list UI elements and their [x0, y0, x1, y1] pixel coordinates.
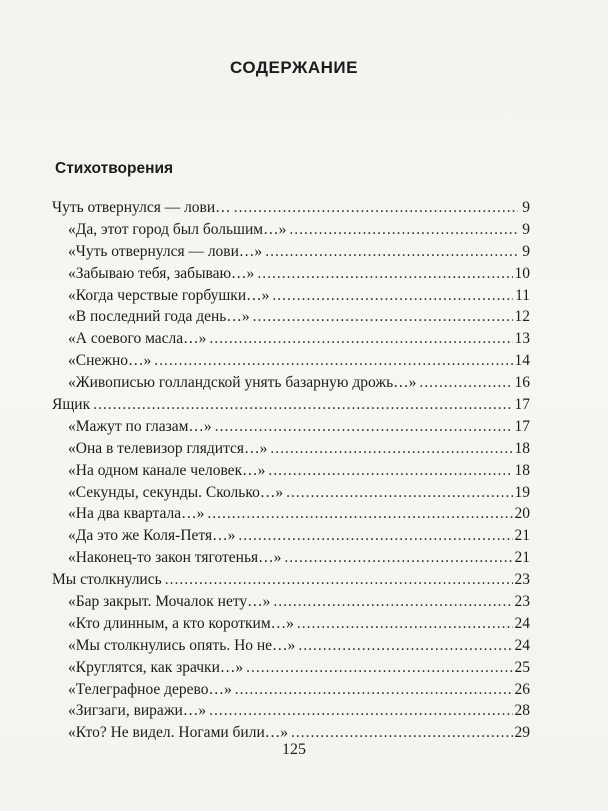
- toc-entry: [52, 637, 530, 659]
- toc-entry-title: Чуть отвернулся — лови…: [52, 199, 231, 216]
- toc-entry-page: 12: [514, 308, 530, 326]
- toc-entry-page: 17: [514, 396, 530, 414]
- dot-leader: [273, 593, 512, 611]
- toc-group-entry: [52, 571, 530, 593]
- dot-leader: [209, 702, 512, 720]
- dot-leader: [291, 724, 512, 742]
- toc-entry: [52, 593, 530, 615]
- toc-entry-page: 24: [514, 614, 530, 632]
- dot-leader: [165, 571, 513, 589]
- toc-entry-title: «Зигзаги, виражи…»: [68, 702, 207, 720]
- dot-leader: [272, 287, 513, 305]
- dot-leader: [284, 549, 512, 567]
- toc-entry: [52, 659, 530, 681]
- toc-entry: [52, 265, 530, 287]
- dot-leader: [246, 659, 512, 677]
- toc-group-entry: [52, 396, 530, 418]
- toc-entry-page: 28: [514, 702, 530, 720]
- toc-entry-title: «Когда черствые горбушки…»: [68, 286, 270, 304]
- toc-entry-title: «В последний года день…»: [68, 308, 250, 326]
- toc-entry: [52, 527, 530, 549]
- toc-entry: [52, 330, 530, 352]
- dot-leader: [154, 352, 512, 370]
- toc-entry-title: «Кто? Не видел. Ногами били…»: [68, 724, 289, 742]
- toc-entry: [52, 505, 530, 527]
- toc-entry: [52, 418, 530, 440]
- dot-leader: [234, 199, 518, 217]
- toc-entry-page: 20: [514, 505, 530, 523]
- dot-leader: [253, 308, 513, 326]
- toc-group-entry: [52, 199, 530, 221]
- toc-entry-page: 9: [522, 220, 530, 238]
- toc-entry-page: 10: [514, 264, 530, 282]
- page-number: 125: [282, 741, 306, 758]
- dot-leader: [265, 243, 518, 261]
- toc-entry-title: «Снежно…»: [68, 352, 152, 370]
- dot-leader: [215, 418, 513, 436]
- toc-entry: [52, 549, 530, 571]
- dot-leader: [270, 440, 512, 458]
- dot-leader: [297, 615, 513, 633]
- toc-entry: [52, 352, 530, 374]
- toc-entry-title: «Телеграфное дерево…»: [68, 680, 232, 698]
- toc-entry-page: 26: [514, 680, 530, 698]
- toc-entry-page: 21: [514, 527, 530, 545]
- dot-leader: [238, 527, 512, 545]
- toc-entry-title: «Мы столкнулись опять. Но не…»: [68, 636, 296, 654]
- dot-leader: [207, 505, 512, 523]
- toc-entry-title: «Да это же Коля-Петя…»: [68, 527, 236, 545]
- toc-entry-title: «Мажут по глазам…»: [68, 417, 212, 435]
- toc-entry-page: 14: [514, 352, 530, 370]
- toc-entry-title: Мы столкнулись: [52, 571, 162, 589]
- dot-leader: [289, 221, 518, 239]
- toc-entry: [52, 681, 530, 703]
- toc-entry-title: «Забываю тебя, забываю…»: [68, 264, 255, 282]
- toc-entry-title: «Секунды, секунды. Сколько…»: [68, 483, 284, 501]
- toc-entry-title: «Да, этот город был большим…»: [68, 220, 287, 238]
- dot-leader: [286, 484, 512, 502]
- toc-entry-page: 13: [514, 330, 530, 348]
- section-heading: Стихотворения: [55, 160, 174, 177]
- toc-entry-title: «А соевого масла…»: [68, 330, 207, 348]
- toc-entry-title: «На одном канале человек…»: [68, 461, 266, 479]
- toc-entry-page: 23: [514, 593, 530, 611]
- dot-leader: [298, 637, 512, 655]
- toc-entry-page: 19: [514, 483, 530, 501]
- toc-entry-title: «Круглятся, как зрачки…»: [68, 658, 244, 676]
- toc-entry: [52, 702, 530, 724]
- toc-entry: [52, 287, 530, 309]
- toc-entry: [52, 615, 530, 637]
- toc-entry-page: 21: [514, 549, 530, 567]
- toc-entry-page: 18: [514, 439, 530, 457]
- toc-entry-page: 24: [514, 636, 530, 654]
- toc-entry: [52, 440, 530, 462]
- toc-entry-title: Ящик: [52, 396, 91, 414]
- toc-entry: [52, 308, 530, 330]
- toc-entry-title: «Наконец-то закон тяготенья…»: [68, 549, 282, 567]
- toc-entry-page: 11: [515, 286, 530, 304]
- toc-entry-page: 16: [514, 374, 530, 392]
- dot-leader: [209, 330, 512, 348]
- toc-entry: [52, 243, 530, 265]
- toc-entry: [52, 374, 530, 396]
- toc-entry: [52, 221, 530, 243]
- toc-entry: [52, 484, 530, 506]
- toc-entry-title: «Чуть отвернулся — лови…»: [68, 242, 263, 260]
- toc-entry-title: «Она в телевизор глядится…»: [68, 439, 268, 457]
- dot-leader: [257, 265, 512, 283]
- dot-leader: [235, 681, 513, 699]
- dot-leader: [419, 374, 512, 392]
- toc-entry-page: 17: [514, 417, 530, 435]
- toc-entry-page: 25: [514, 658, 530, 676]
- toc-entry-page: 9: [522, 242, 530, 260]
- toc-entry-page: 18: [514, 461, 530, 479]
- page-title: СОДЕРЖАНИЕ: [230, 58, 358, 77]
- toc-entry-page: 9: [522, 199, 530, 216]
- table-of-contents: [52, 199, 530, 746]
- toc-entry-page: 23: [514, 571, 530, 589]
- toc-entry-title: «Бар закрыт. Мочалок нету…»: [68, 593, 271, 611]
- toc-entry-page: 29: [514, 724, 530, 742]
- toc-entry-title: «Кто длинным, а кто коротким…»: [68, 614, 294, 632]
- dot-leader: [93, 396, 512, 414]
- toc-entry-title: «На два квартала…»: [68, 505, 205, 523]
- dot-leader: [268, 462, 512, 480]
- toc-entry-title: «Живописью голландской унять базарную дрожь…»: [68, 374, 417, 392]
- toc-entry: [52, 462, 530, 484]
